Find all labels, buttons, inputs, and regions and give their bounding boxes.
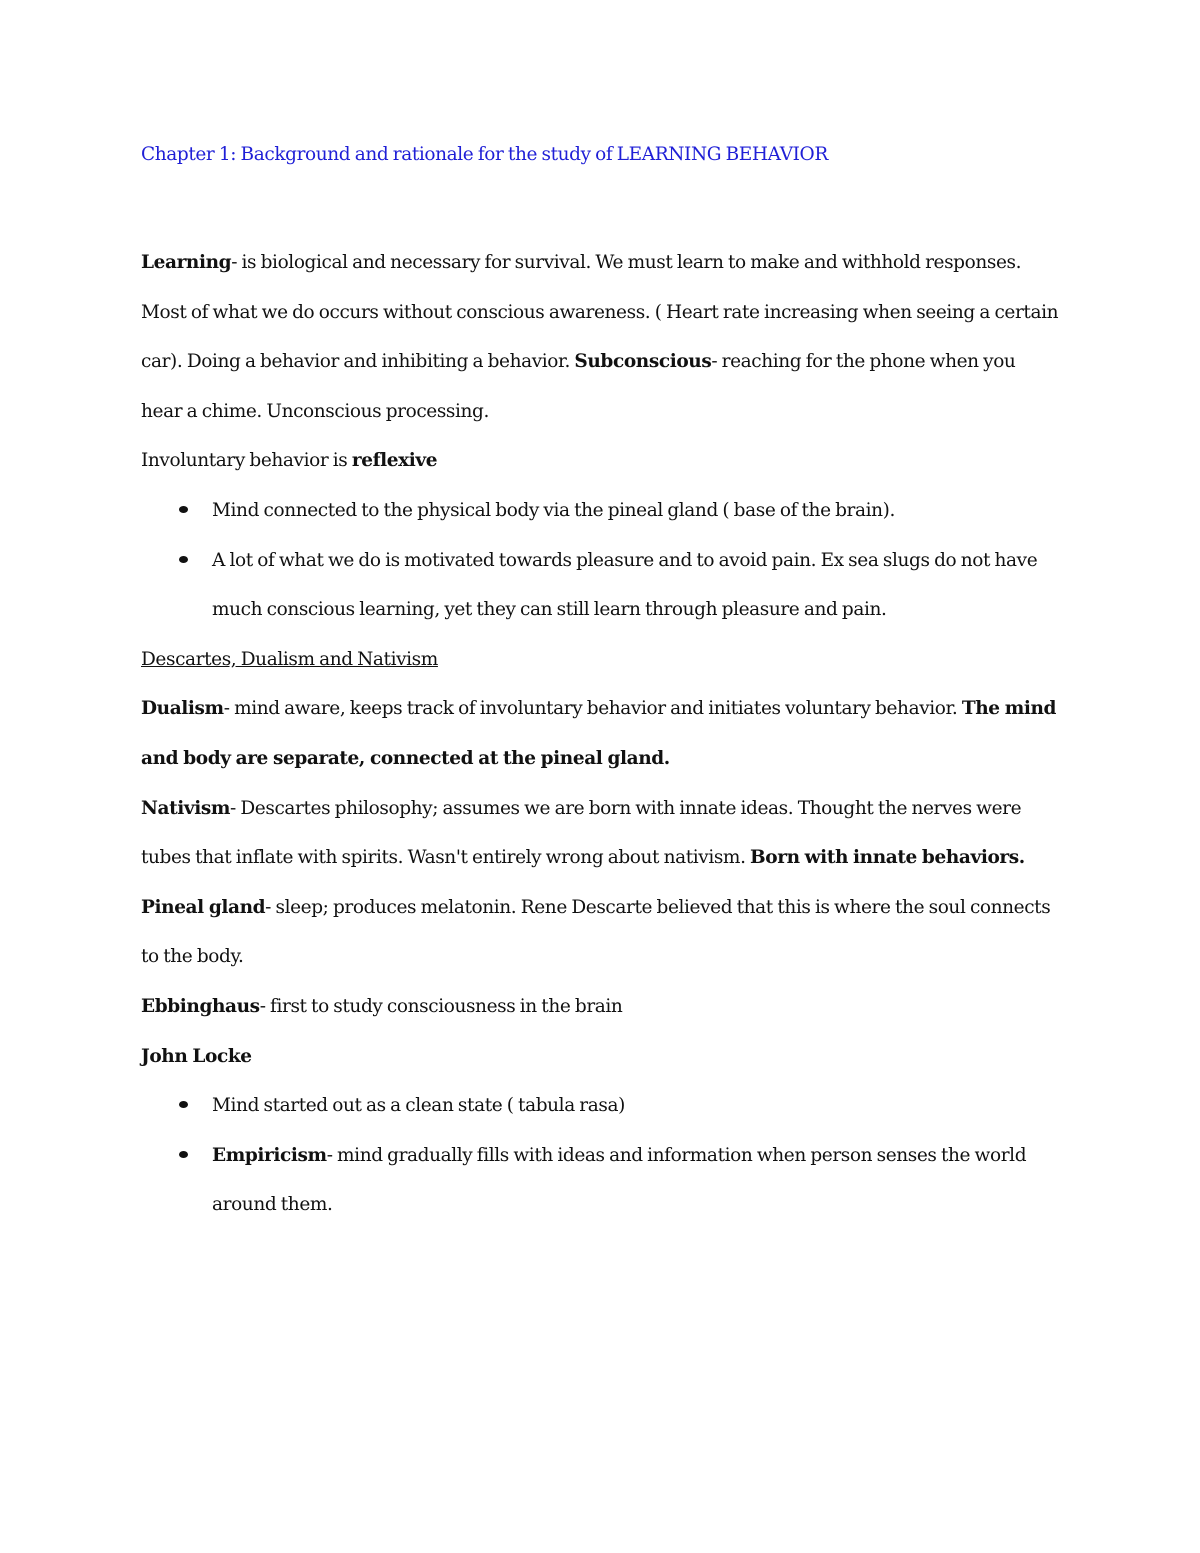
nativism-text: - Descartes philosophy; assumes we are born with innate ideas. Thought the nerves were tubes that inflate with spirits. Wasn't entirely wrong about nativism. bbox=[141, 797, 1022, 869]
document-body bbox=[141, 138, 1061, 1230]
bullet-list-locke bbox=[141, 1081, 1061, 1230]
ebbinghaus-term: Ebbinghaus bbox=[141, 995, 260, 1017]
pineal-term: Pineal gland bbox=[141, 896, 266, 918]
chapter-title: Chapter 1: Background and rationale for the study of LEARNING BEHAVIOR bbox=[141, 144, 828, 165]
dualism-text: - mind aware, keeps track of involuntary behavior and initiates voluntary behavior. bbox=[223, 698, 962, 720]
ebbinghaus-text: - first to study consciousness in the brain bbox=[259, 995, 623, 1017]
spacer bbox=[141, 172, 1061, 238]
locke-heading: John Locke bbox=[141, 1045, 252, 1067]
list-item bbox=[141, 486, 1061, 536]
empiricism-term: Empiricism bbox=[212, 1144, 327, 1166]
locke-heading-paragraph bbox=[141, 1032, 1061, 1082]
nativism-emphasis: Born with innate behaviors. bbox=[750, 847, 1025, 869]
learning-text: - is biological and necessary for survival. We must learn to make and withhold responses. Most of what we do occurs without conscious awareness. ( Heart rate increasing when seeing a certain car). Doing a behavior and inhibiting a behavior. bbox=[141, 252, 1059, 373]
nativism-paragraph bbox=[141, 784, 1061, 883]
reflexive-term: reflexive bbox=[351, 450, 438, 472]
list-item bbox=[141, 1081, 1061, 1131]
list-item-text: Mind connected to the physical body via the pineal gland ( base of the brain). bbox=[212, 499, 895, 521]
bullet-icon bbox=[179, 506, 188, 513]
list-item-text: - mind gradually fills with ideas and information when person senses the world around them. bbox=[212, 1144, 1027, 1216]
list-item-text: A lot of what we do is motivated towards pleasure and to avoid pain. Ex sea slugs do not have much conscious learning, yet they can still learn through pleasure and pain. bbox=[212, 549, 1038, 621]
subconscious-text: - reaching for the phone when you hear a chime. Unconscious processing. bbox=[141, 351, 1016, 422]
ebbinghaus-paragraph bbox=[141, 982, 1061, 1032]
list-item bbox=[141, 536, 1061, 635]
dualism-term: Dualism bbox=[141, 698, 224, 720]
subconscious-term: Subconscious bbox=[574, 351, 712, 373]
section-heading-paragraph bbox=[141, 635, 1061, 685]
pineal-paragraph bbox=[141, 883, 1061, 982]
nativism-term: Nativism bbox=[141, 797, 231, 819]
bullet-list-mind bbox=[141, 486, 1061, 635]
bullet-icon bbox=[179, 556, 188, 563]
learning-term: Learning bbox=[141, 252, 232, 273]
list-item bbox=[141, 1131, 1061, 1230]
bullet-icon bbox=[179, 1101, 188, 1108]
bullet-icon bbox=[179, 1151, 188, 1158]
involuntary-paragraph bbox=[141, 436, 1061, 486]
section-heading: Descartes, Dualism and Nativism bbox=[141, 648, 438, 670]
dualism-paragraph bbox=[141, 684, 1061, 783]
involuntary-text: Involuntary behavior is bbox=[141, 450, 352, 472]
learning-paragraph bbox=[141, 238, 1061, 436]
dualism-emphasis: The mind and body are separate, connected at the pineal gland. bbox=[141, 698, 1057, 769]
list-item-text: Mind started out as a clean state ( tabula rasa) bbox=[212, 1095, 625, 1117]
pineal-text: - sleep; produces melatonin. Rene Descarte believed that this is where the soul connects to the body. bbox=[141, 896, 1051, 968]
